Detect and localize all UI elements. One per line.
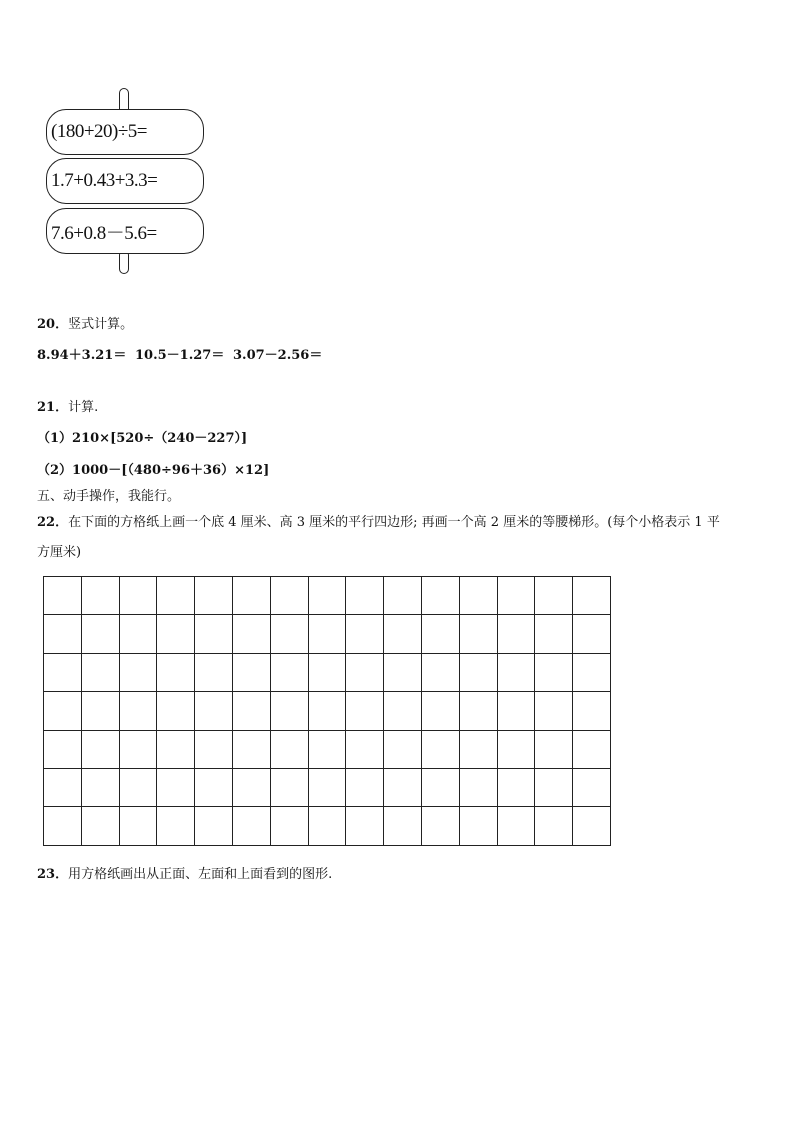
grid-cell	[422, 654, 460, 692]
grid-cell	[573, 615, 611, 653]
grid-cell	[44, 654, 82, 692]
grid-cell	[422, 615, 460, 653]
grid-cell	[535, 577, 573, 615]
grid-cell	[44, 577, 82, 615]
grid-cell	[44, 731, 82, 769]
grid-cell	[120, 577, 158, 615]
grid-cell	[271, 692, 309, 730]
grid-cell	[498, 654, 536, 692]
q20-title: 竖式计算。	[68, 317, 134, 332]
grid-cell	[460, 731, 498, 769]
grid-cell	[271, 731, 309, 769]
grid-cell	[460, 615, 498, 653]
grid-cell	[384, 731, 422, 769]
grid-cell	[44, 807, 82, 845]
grid-cell	[120, 692, 158, 730]
grid-cell	[535, 615, 573, 653]
grid-cell	[573, 577, 611, 615]
grid-cell	[82, 615, 120, 653]
q20-number: 20．	[37, 317, 69, 332]
grid-cell	[573, 769, 611, 807]
grid-cell	[535, 692, 573, 730]
grid-cell	[233, 769, 271, 807]
grid-cell	[460, 654, 498, 692]
grid-cell	[384, 615, 422, 653]
grid-cell	[422, 769, 460, 807]
grid-cell	[573, 654, 611, 692]
q23-number: 23．	[37, 867, 69, 882]
grid-cell	[384, 769, 422, 807]
q21-heading	[37, 396, 98, 415]
grid-cell	[195, 807, 233, 845]
grid-cell	[535, 654, 573, 692]
grid-cell	[535, 731, 573, 769]
grid-cell	[498, 692, 536, 730]
grid-cell	[346, 769, 384, 807]
grid-cell	[82, 654, 120, 692]
grid-cell	[195, 692, 233, 730]
grid-cell	[422, 692, 460, 730]
grid-cell	[422, 577, 460, 615]
grid-cell	[498, 731, 536, 769]
q23-heading	[37, 863, 332, 882]
grid-cell	[233, 731, 271, 769]
grid-cell	[271, 807, 309, 845]
grid-cell	[157, 769, 195, 807]
grid-cell	[309, 654, 347, 692]
grid-cell	[384, 654, 422, 692]
skewer-expression: 1.7+0.43+3.3=	[51, 170, 158, 191]
grid-cell	[82, 769, 120, 807]
grid-cell	[157, 577, 195, 615]
q21-title: 计算.	[68, 400, 99, 415]
q21-item-2: （2）1000－[（480÷96＋36）×12]	[37, 463, 270, 478]
grid-cell	[157, 807, 195, 845]
grid-cell	[535, 807, 573, 845]
square-grid-paper	[43, 576, 611, 846]
grid-cell	[535, 769, 573, 807]
q21-number: 21．	[37, 400, 69, 415]
grid-cell	[384, 692, 422, 730]
q22-number: 22．	[37, 515, 69, 530]
grid-cell	[82, 807, 120, 845]
grid-cell	[157, 692, 195, 730]
section-title: 五、动手操作，我能行。	[37, 489, 181, 504]
grid-cell	[309, 731, 347, 769]
grid-cell	[233, 692, 271, 730]
grid-cell	[498, 577, 536, 615]
grid-cell	[309, 692, 347, 730]
grid-cell	[157, 615, 195, 653]
grid-cell	[233, 577, 271, 615]
grid-cell	[384, 807, 422, 845]
grid-cell	[195, 577, 233, 615]
q20-problem-3: 3.07－2.56＝	[233, 348, 323, 363]
grid-cell	[309, 769, 347, 807]
q22-text: 在下面的方格纸上画一个底 4 厘米、高 3 厘米的平行四边形; 再画一个高 2 厘米的等腰梯形。(每个小格表示 1 平	[68, 515, 720, 530]
q20-problem-1: 8.94＋3.21＝	[37, 348, 127, 363]
grid-cell	[271, 654, 309, 692]
grid-cell	[422, 731, 460, 769]
grid-cell	[498, 769, 536, 807]
grid-cell	[573, 807, 611, 845]
grid-cell	[120, 807, 158, 845]
grid-cell	[44, 615, 82, 653]
grid-cell	[309, 577, 347, 615]
grid-cell	[82, 577, 120, 615]
grid-cell	[157, 654, 195, 692]
grid-cell	[233, 654, 271, 692]
grid-cell	[44, 692, 82, 730]
grid-cell	[346, 807, 384, 845]
grid-cell	[422, 807, 460, 845]
grid-cell	[460, 807, 498, 845]
grid-cell	[573, 731, 611, 769]
q22-line-2: 方厘米)	[37, 545, 82, 560]
skewer-item-2	[46, 158, 204, 204]
grid-cell	[271, 577, 309, 615]
grid-cell	[573, 692, 611, 730]
skewer-item-3	[46, 208, 204, 254]
grid-cell	[195, 654, 233, 692]
q21-item-1: （1）210×[520÷（240－227）]	[37, 431, 248, 446]
grid-cell	[460, 692, 498, 730]
grid-cell	[346, 731, 384, 769]
q20-problem-2: 10.5－1.27＝	[135, 348, 225, 363]
grid-cell	[120, 615, 158, 653]
grid-cell	[498, 615, 536, 653]
q20-heading	[37, 313, 133, 332]
grid-cell	[233, 807, 271, 845]
grid-cell	[44, 769, 82, 807]
q23-title: 用方格纸画出从正面、左面和上面看到的图形.	[68, 867, 333, 882]
grid-cell	[82, 692, 120, 730]
grid-cell	[195, 731, 233, 769]
grid-cell	[309, 615, 347, 653]
grid-cell	[309, 807, 347, 845]
grid-cell	[460, 769, 498, 807]
q22-line-1	[37, 511, 720, 530]
grid-cell	[346, 692, 384, 730]
grid-cell	[120, 731, 158, 769]
grid-cell	[195, 769, 233, 807]
grid-cell	[157, 731, 195, 769]
grid-cell	[195, 615, 233, 653]
grid-cell	[120, 769, 158, 807]
grid-cell	[346, 577, 384, 615]
grid-cell	[346, 615, 384, 653]
grid-cell	[271, 615, 309, 653]
grid-cell	[384, 577, 422, 615]
skewer-expression: (180+20)÷5=	[51, 121, 148, 142]
skewer-expression: 7.6+0.8－5.6=	[51, 222, 157, 244]
grid-cell	[271, 769, 309, 807]
grid-cell	[82, 731, 120, 769]
grid-cell	[498, 807, 536, 845]
grid-cell	[120, 654, 158, 692]
skewer-item-1	[46, 109, 204, 155]
grid-cell	[460, 577, 498, 615]
grid-cell	[346, 654, 384, 692]
grid-cell	[233, 615, 271, 653]
